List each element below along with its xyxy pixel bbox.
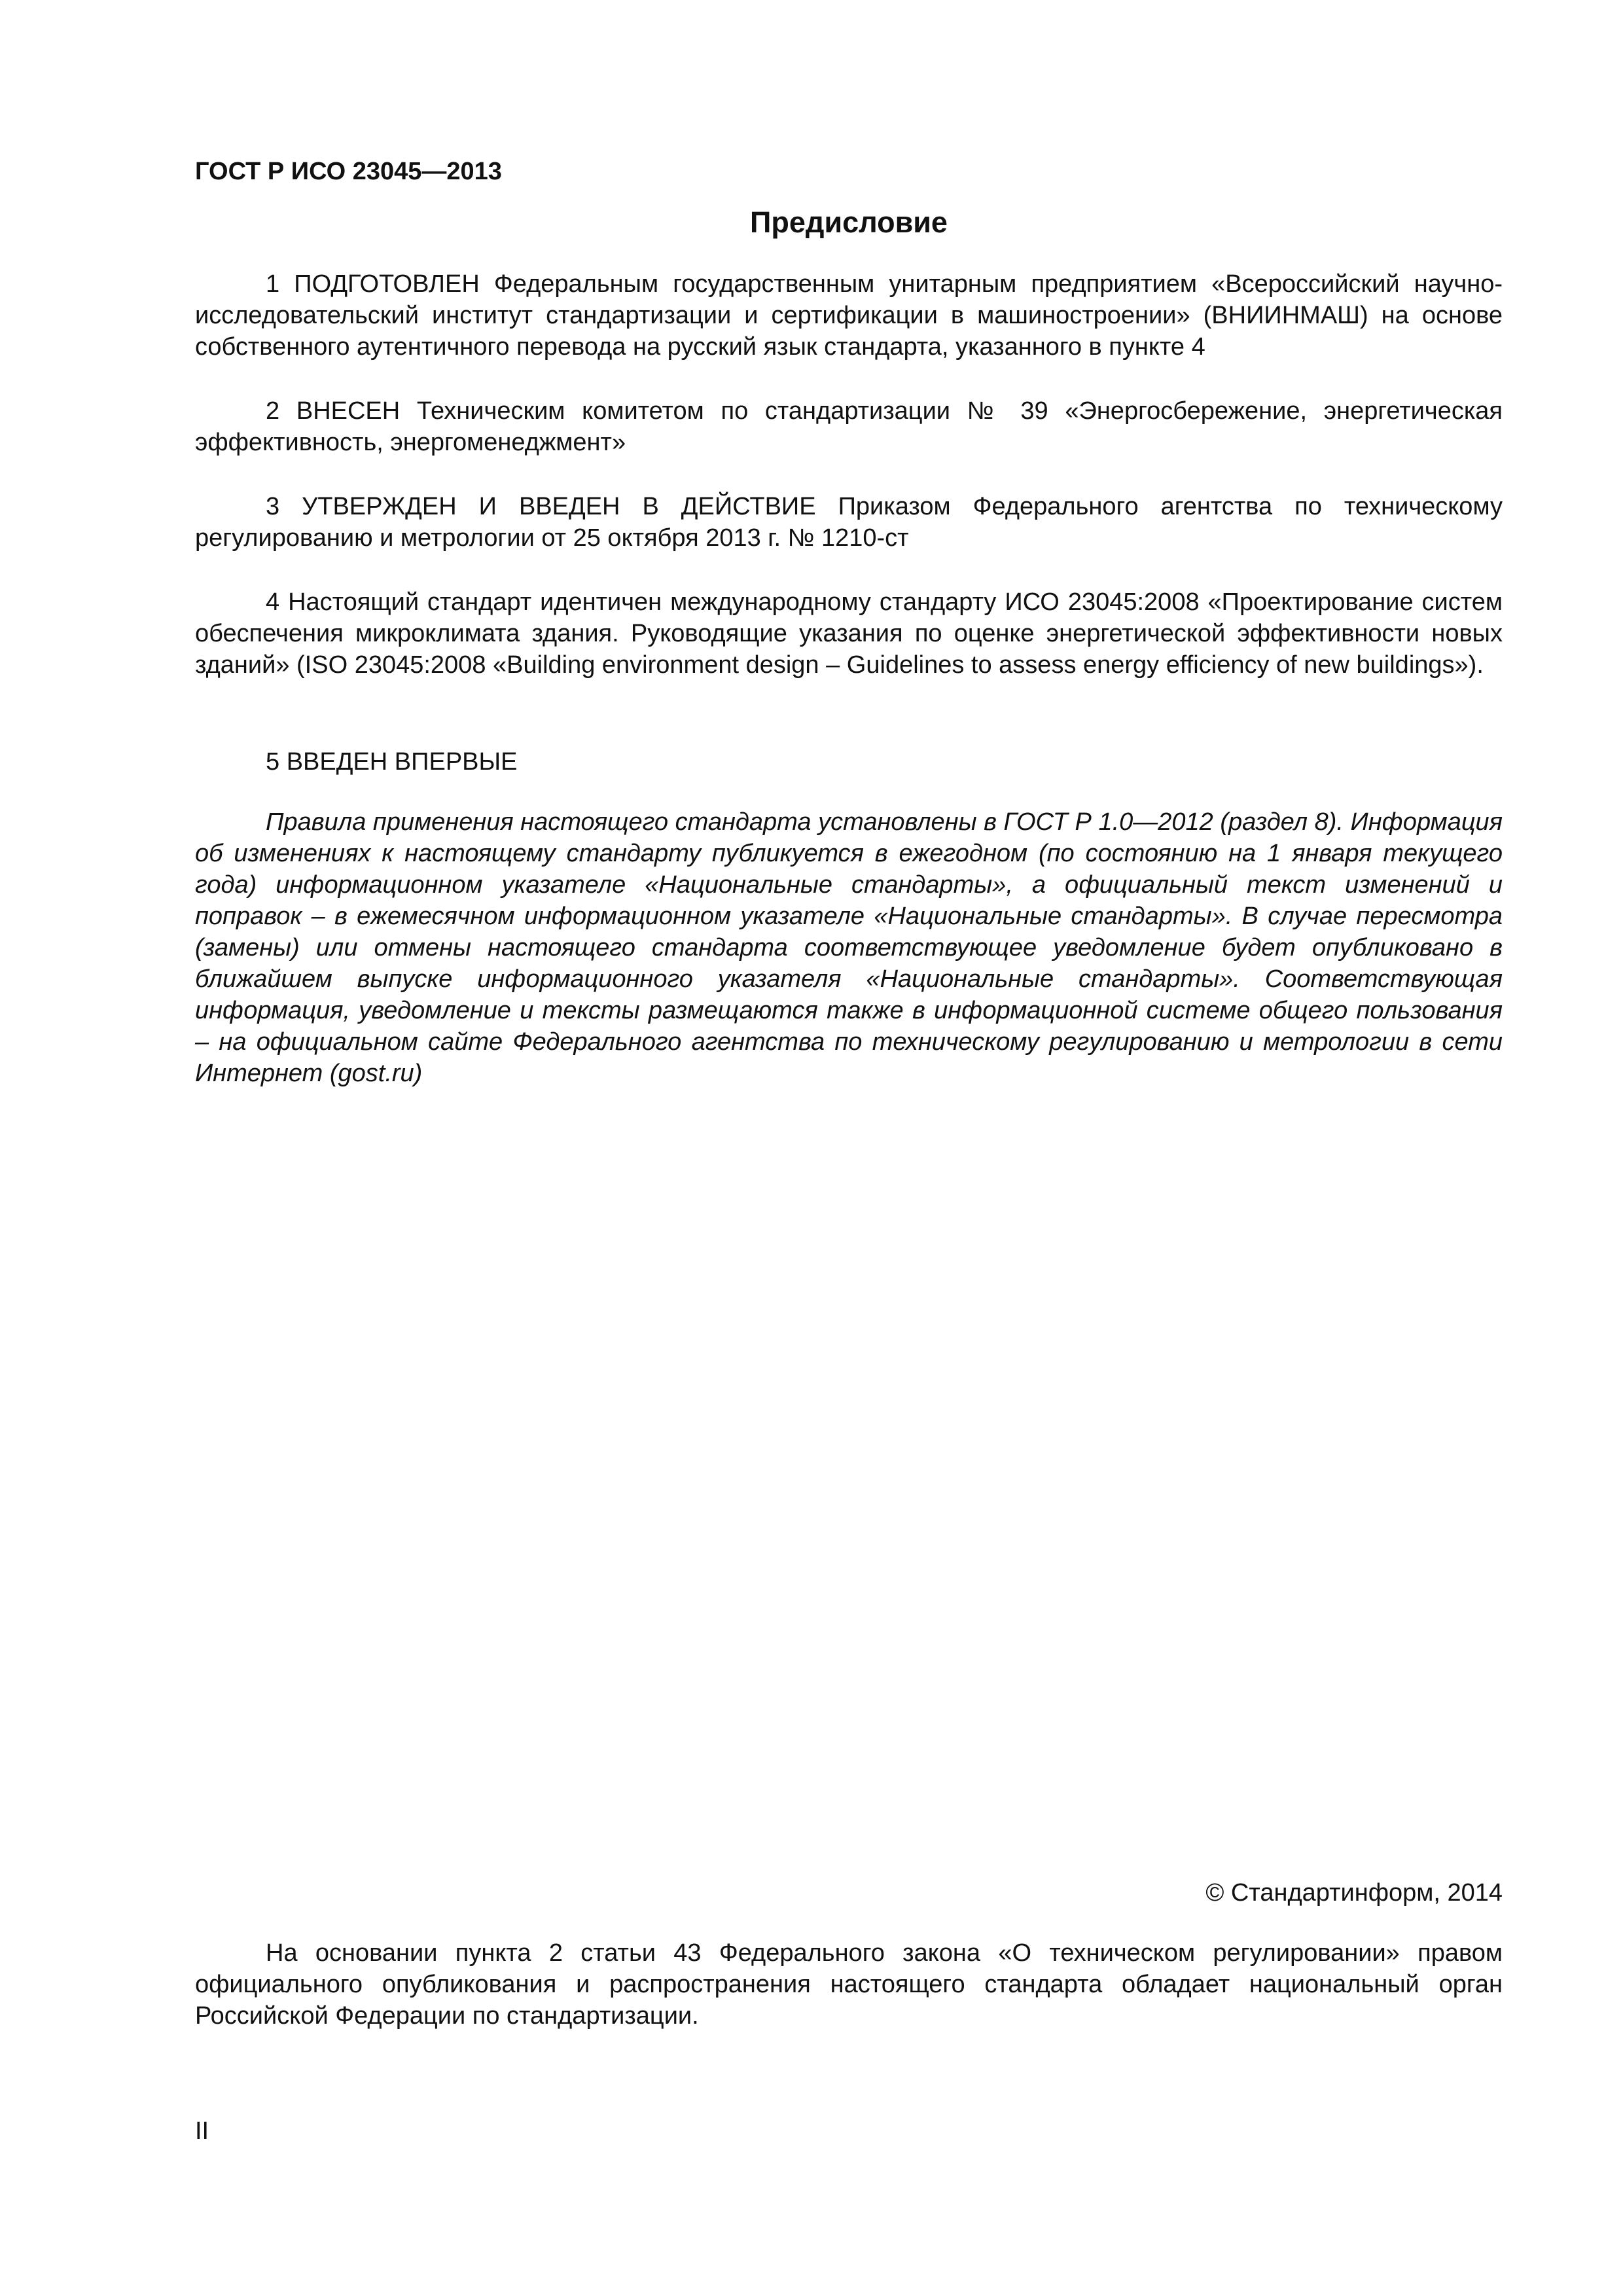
preface-item-4: 4 Настоящий стандарт идентичен международному стандарту ИСО 23045:2008 «Проектирование систем обеспечения микроклимата здания. Руководящие указания по оценке энергетической эффективности новых зданий» (ISO 23045:2008 «Building environment design – Guidelines to assess energy efficiency of new buildings»). <box>195 588 1503 679</box>
copyright-notice: © Стандартинформ, 2014 <box>1205 1879 1503 1907</box>
rules-note: Правила применения настоящего стандарта установлены в ГОСТ Р 1.0—2012 (раздел 8). Информация об изменениях к настоящему стандарту публикуется в ежегодном (по состоянию на 1 января текущего года) информационном указателе «Национальные стандарты», а официальный текст изменений и поправок – в ежемесячном информационном указателе «Национальные стандарты». В случае пересмотра (замены) или отмены настоящего стандарта соответствующее уведомление будет опубликовано в ближайшем выпуске информационного указателя «Национальные стандарты». Соответствующая информация, уведомление и тексты размещаются также в информационной системе общего пользования – на официальном сайте Федерального агентства по техническому регулированию и метрологии в сети Интернет (gost.ru) <box>195 808 1503 1087</box>
preface-item-2: 2 ВНЕСЕН Техническим комитетом по стандартизации № 39 «Энергосбережение, энергетическая эффективность, энергоменеджмент» <box>195 397 1503 456</box>
page-number: II <box>195 2117 209 2145</box>
page-title: Предисловие <box>750 206 948 239</box>
preface-item-1: 1 ПОДГОТОВЛЕН Федеральным государственным унитарным предприятием «Всероссийский научно-исследовательский институт стандартизации и сертификации в машиностроении» (ВНИИНМАШ) на основе собственного аутентичного перевода на русский язык стандарта, указанного в пункте 4 <box>195 270 1503 361</box>
document-code: ГОСТ Р ИСО 23045—2013 <box>195 158 502 185</box>
preface-item-3: 3 УТВЕРЖДЕН И ВВЕДЕН В ДЕЙСТВИЕ Приказом Федерального агентства по техническому регулированию и метрологии от 25 октября 2013 г. № 1210-ст <box>195 493 1503 552</box>
preface-item-5: 5 ВВЕДЕН ВПЕРВЫЕ <box>266 748 518 776</box>
legal-note: На основании пункта 2 статьи 43 Федерального закона «О техническом регулировании» правом официального опубликования и распространения настоящего стандарта обладает национальный орган Российской Федерации по стандартизации. <box>195 1939 1503 2030</box>
